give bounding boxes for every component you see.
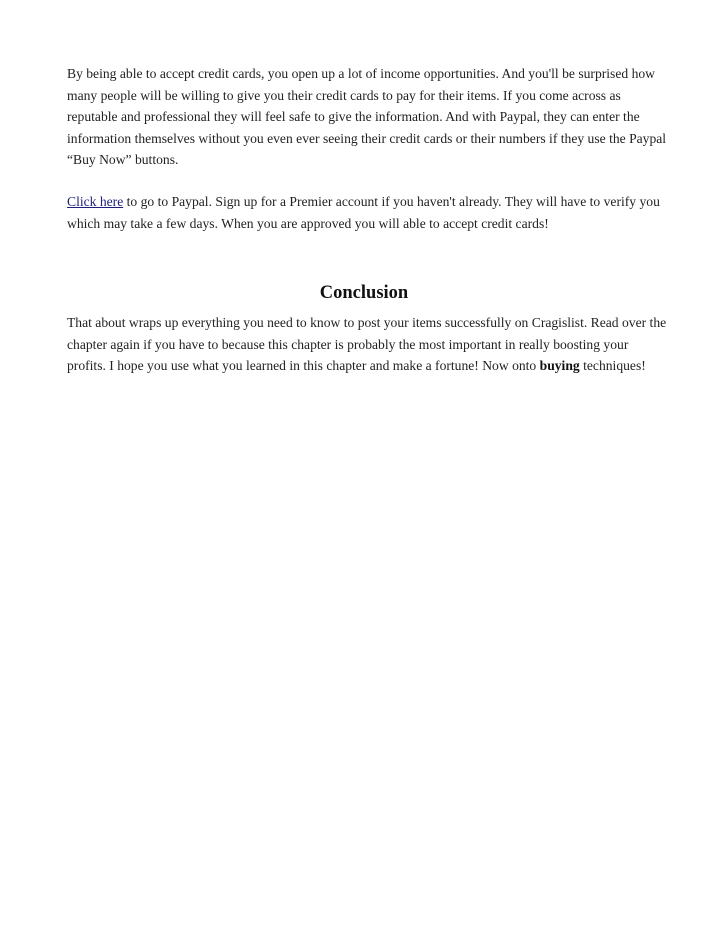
paragraph-conclusion xyxy=(67,312,667,377)
bold-word-buying: buying xyxy=(539,358,580,373)
paypal-link[interactable]: Click here xyxy=(67,194,124,209)
paragraph-paypal-text: to go to Paypal. Sign up for a Premier account if you haven't already. They will have to verify you which may take a few days. When you are approved you will able to accept credit cards! xyxy=(67,194,660,231)
paragraph-conclusion-text: That about wraps up everything you need to know to post your items successfully on Cragislist. Read over the chapter again if you have to because this chapter is probably the most important in really boosting your profits. I hope you use what you learned in this chapter and make a fortune! Now onto xyxy=(67,315,667,373)
paragraph-credit-cards: By being able to accept credit cards, you open up a lot of income opportunities. And you'll be surprised how many people will be willing to give you their credit cards to pay for their items. If you come across as reputable and professional they will feel safe to give the information. And with Paypal, they can enter the information themselves without you even ever seeing their credit cards or their numbers if they use the Paypal “Buy Now” buttons. xyxy=(67,66,667,167)
section-heading-conclusion: Conclusion xyxy=(319,283,409,303)
paragraph-paypal-signup xyxy=(67,191,667,234)
paragraph-conclusion-tail: techniques! xyxy=(579,358,646,373)
